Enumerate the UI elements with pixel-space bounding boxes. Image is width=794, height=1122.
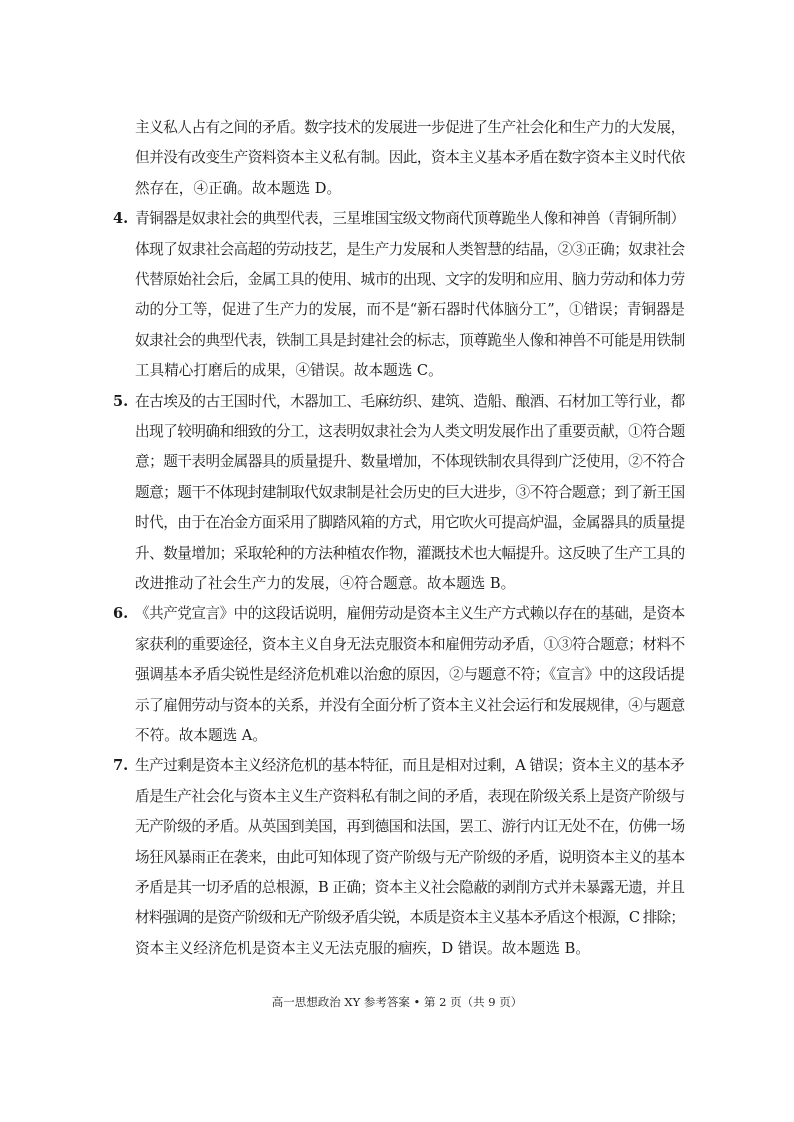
answer-number: 4.	[113, 210, 129, 228]
answer-line: 青铜器是奴隶社会的典型代表，三星堆国宝级文物商代顶尊跪坐人像和神兽（青铜所制）	[135, 210, 685, 228]
answer-line: 强调基本矛盾尖锐性是经济危机难以治愈的原因，②与题意不符；《宣言》中的这段话提	[135, 666, 685, 684]
answer-line: 代替原始社会后，金属工具的使用、城市的出现、文字的发明和应用、脑力劳动和体力劳	[135, 271, 685, 288]
answer-line: 生产过剩是资本主义经济危机的基本特征，而且是相对过剩，A 错误；资本主义的基本矛	[135, 757, 685, 775]
answer-line: 意；题干表明金属器具的质量提升、数量增加，不体现铁制农具得到广泛使用，②不符合	[135, 453, 685, 471]
answer-line: 题意；题干不体现封建制取代奴隶制是社会历史的巨大进步，③不符合题意；到了新王国	[135, 483, 685, 501]
answer-line: 家获利的重要途径，资本主义自身无法克服资本和雇佣劳动矛盾，①③符合题意；材料不	[135, 635, 685, 653]
answer-line: 奴隶社会的典型代表，铁制工具是封建社会的标志，顶尊跪坐人像和神兽不可能是用铁制	[135, 331, 685, 349]
intro-line: 主义私人占有之间的矛盾。数字技术的发展进一步促进了生产社会化和生产力的大发展，	[135, 119, 685, 136]
answer-line: 盾是生产社会化与资本主义生产资料私有制之间的矛盾，表现在阶级关系上是资产阶级与	[135, 787, 685, 805]
answer-line: 动的分工等，促进了生产力的发展，而不是“新石器时代体脑分工”，①错误；青铜器是	[135, 301, 685, 319]
answer-line: 《共产党宣言》中的这段话说明，雇佣劳动是资本主义生产方式赖以存在的基础，是资本	[135, 605, 685, 623]
answer-line: 矛盾是其一切矛盾的总根源，B 正确；资本主义社会隐蔽的剥削方式并未暴露无遗，并且	[135, 879, 685, 896]
answer-line: 示了雇佣劳动与资本的关系，并没有全面分析了资本主义社会运行和发展规律，④与题意	[135, 696, 685, 714]
answer-number: 7.	[113, 757, 129, 775]
answer-line: 无产阶级的矛盾。从英国到美国，再到德国和法国，罢工、游行内讧无处不在，仿佛一场	[135, 818, 685, 836]
intro-line: 然存在，④正确。故本题选 D。	[135, 179, 342, 197]
answer-line: 场狂风暴雨正在袭来，由此可知体现了资产阶级与无产阶级的矛盾，说明资本主义的基本	[135, 848, 685, 866]
answer-line: 升、数量增加；采取轮种的方法种植农作物，灌溉技术也大幅提升。这反映了生产工具的	[135, 544, 685, 562]
answer-line: 资本主义经济危机是资本主义无法克服的痼疾，D 错误。故本题选 B。	[135, 939, 590, 957]
answer-line: 材料强调的是资产阶级和无产阶级矛盾尖锐，本质是资本主义基本矛盾这个根源，C 排除；	[135, 909, 685, 927]
answer-line: 不符。故本题选 A。	[135, 727, 267, 744]
answer-line: 在古埃及的古王国时代，木器加工、毛麻纺织、建筑、造船、酿酒、石材加工等行业，都	[135, 392, 685, 410]
answer-line: 改进推动了社会生产力的发展，④符合题意。故本题选 B。	[135, 575, 516, 592]
answer-line: 时代，由于在冶金方面采用了脚踏风箱的方式，用它吹火可提高炉温，金属器具的质量提	[135, 514, 685, 532]
intro-line: 但并没有改变生产资料资本主义私有制。因此，资本主义基本矛盾在数字资本主义时代依	[135, 149, 685, 167]
answer-line: 体现了奴隶社会高超的劳动技艺，是生产力发展和人类智慧的结晶，②③正确；奴隶社会	[135, 240, 685, 258]
answer-line: 出现了较明确和细致的分工，这表明奴隶社会为人类文明发展作出了重要贡献，①符合题	[135, 423, 685, 440]
answer-number: 6.	[113, 605, 129, 623]
page-footer: 高一思想政治 XY 参考答案 • 第 2 页（共 9 页）	[271, 995, 523, 1009]
answer-line: 工具精心打磨后的成果，④错误。故本题选 C。	[135, 362, 443, 380]
answer-number: 5.	[113, 392, 129, 410]
